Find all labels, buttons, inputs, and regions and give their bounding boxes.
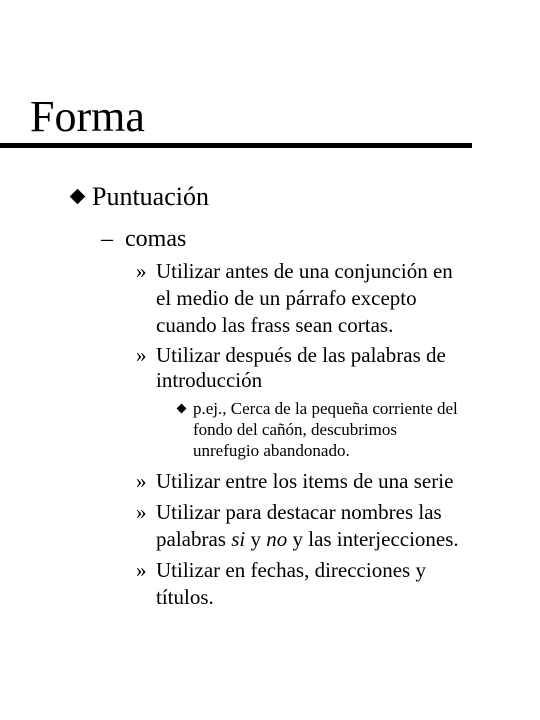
- item-4-line-1: Utilizar para destacar nombres las: [156, 500, 442, 524]
- item-1-line-2: el medio de un párrafo excepto: [156, 286, 417, 310]
- raquo-bullet: »: [136, 259, 147, 283]
- item-4-word-si: si: [231, 527, 246, 551]
- example-line-1: p.ej., Cerca de la pequeña corriente del: [193, 399, 458, 418]
- raquo-bullet: »: [136, 343, 147, 367]
- item-4-word-no: no: [266, 527, 288, 551]
- heading-puntuacion: Puntuación: [92, 182, 209, 211]
- item-1-line-3: cuando las frass sean cortas.: [156, 313, 394, 337]
- slide-title: Forma: [30, 92, 145, 141]
- item-4-text-b: y: [245, 527, 267, 551]
- dash-bullet: –: [101, 226, 113, 252]
- diamond-bullet-icon: [70, 189, 86, 205]
- item-1-line-1: Utilizar antes de una conjunción en: [156, 259, 453, 283]
- item-5-line-2: títulos.: [156, 585, 214, 609]
- item-2-line-2: introducción: [156, 368, 263, 392]
- item-3-line-1: Utilizar entre los items de una serie: [156, 469, 454, 493]
- example-line-2: fondo del cañón, descubrimos: [193, 420, 397, 439]
- raquo-bullet: »: [136, 469, 147, 493]
- item-2-line-1: Utilizar después de las palabras de: [156, 343, 446, 367]
- item-4-text-c: y las interjecciones.: [287, 527, 459, 551]
- raquo-bullet: »: [136, 500, 147, 524]
- item-4-line-2: [156, 526, 459, 553]
- item-4-text-a: palabras: [156, 527, 232, 551]
- subheading-comas: comas: [125, 226, 187, 252]
- example-line-3: unrefugio abandonado.: [193, 441, 350, 460]
- title-underline: [0, 143, 472, 148]
- raquo-bullet: »: [136, 558, 147, 582]
- item-5-line-1: Utilizar en fechas, direcciones y: [156, 558, 426, 582]
- small-diamond-bullet-icon: [177, 404, 187, 414]
